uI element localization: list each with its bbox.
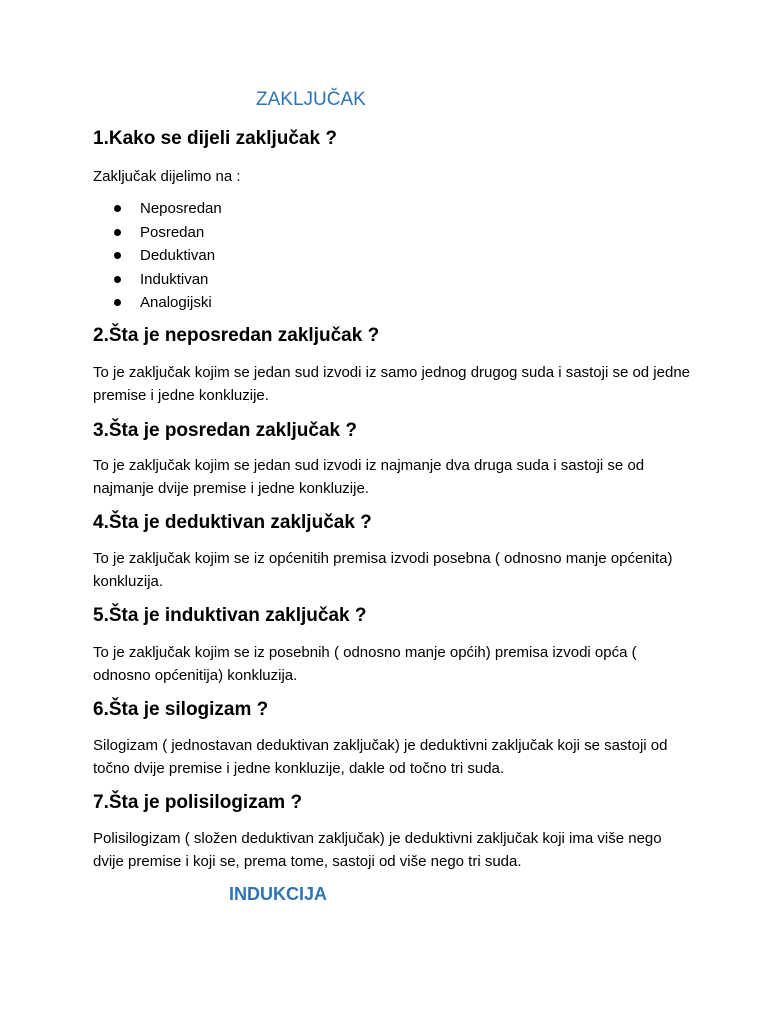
question-3-heading: 3.Šta je posredan zaključak ? — [93, 420, 357, 441]
list-item — [113, 244, 222, 268]
question-5-answer: To je zaključak kojim se iz posebnih ( odnosno manje općih) premisa izvodi opća ( odnosno općenitija) konkluzija. — [93, 644, 637, 684]
bullet-icon — [114, 276, 121, 283]
list-item-label: Posredan — [140, 223, 205, 241]
list-item — [113, 221, 222, 245]
question-7-answer: Polisilogizam ( složen deduktivan zaključak) je deduktivni zaključak koji ima više nego dvije premise i koji se, prema tome, sastoji od više nego tri suda. — [93, 830, 662, 870]
list-item — [113, 291, 222, 315]
list-item-label: Induktivan — [140, 270, 209, 288]
question-6-heading: 6.Šta je silogizam ? — [93, 699, 269, 720]
question-1-intro: Zaključak dijelimo na : — [93, 168, 241, 185]
bullet-icon — [114, 229, 121, 236]
conclusion-types-list — [113, 197, 222, 315]
question-2-answer: To je zaključak kojim se jedan sud izvodi iz samo jednog drugog suda i sastoji se od jedne premise i jedne konkluzije. — [93, 364, 691, 404]
document-title: ZAKLJUČAK — [256, 89, 366, 110]
question-4-heading: 4.Šta je deduktivan zaključak ? — [93, 512, 372, 533]
question-5-heading: 5.Šta je induktivan zaključak ? — [93, 605, 367, 626]
bullet-icon — [114, 252, 121, 259]
question-2-heading: 2.Šta je neposredan zaključak ? — [93, 325, 380, 346]
list-item-label: Analogijski — [140, 294, 212, 311]
section-heading-indukcija: INDUKCIJA — [229, 884, 328, 904]
bullet-icon — [114, 205, 121, 212]
question-1-heading: 1.Kako se dijeli zaključak ? — [93, 128, 337, 149]
list-item — [113, 197, 222, 221]
list-item-label: Neposredan — [140, 200, 222, 217]
question-4-answer: To je zaključak kojim se iz općenitih premisa izvodi posebna ( odnosno manje općenita) konkluzija. — [93, 550, 673, 590]
bullet-icon — [114, 299, 121, 306]
question-6-answer: Silogizam ( jednostavan deduktivan zaključak) je deduktivni zaključak koji se sastoji od točno dvije premise i jedne konkluzije, dakle od točno tri suda. — [93, 737, 668, 777]
question-3-answer: To je zaključak kojim se jedan sud izvodi iz najmanje dva druga suda i sastoji se od najmanje dvije premise i jedne konkluzije. — [93, 457, 645, 497]
question-7-heading: 7.Šta je polisilogizam ? — [93, 792, 303, 813]
list-item-label: Deduktivan — [140, 247, 216, 264]
list-item — [113, 268, 222, 292]
